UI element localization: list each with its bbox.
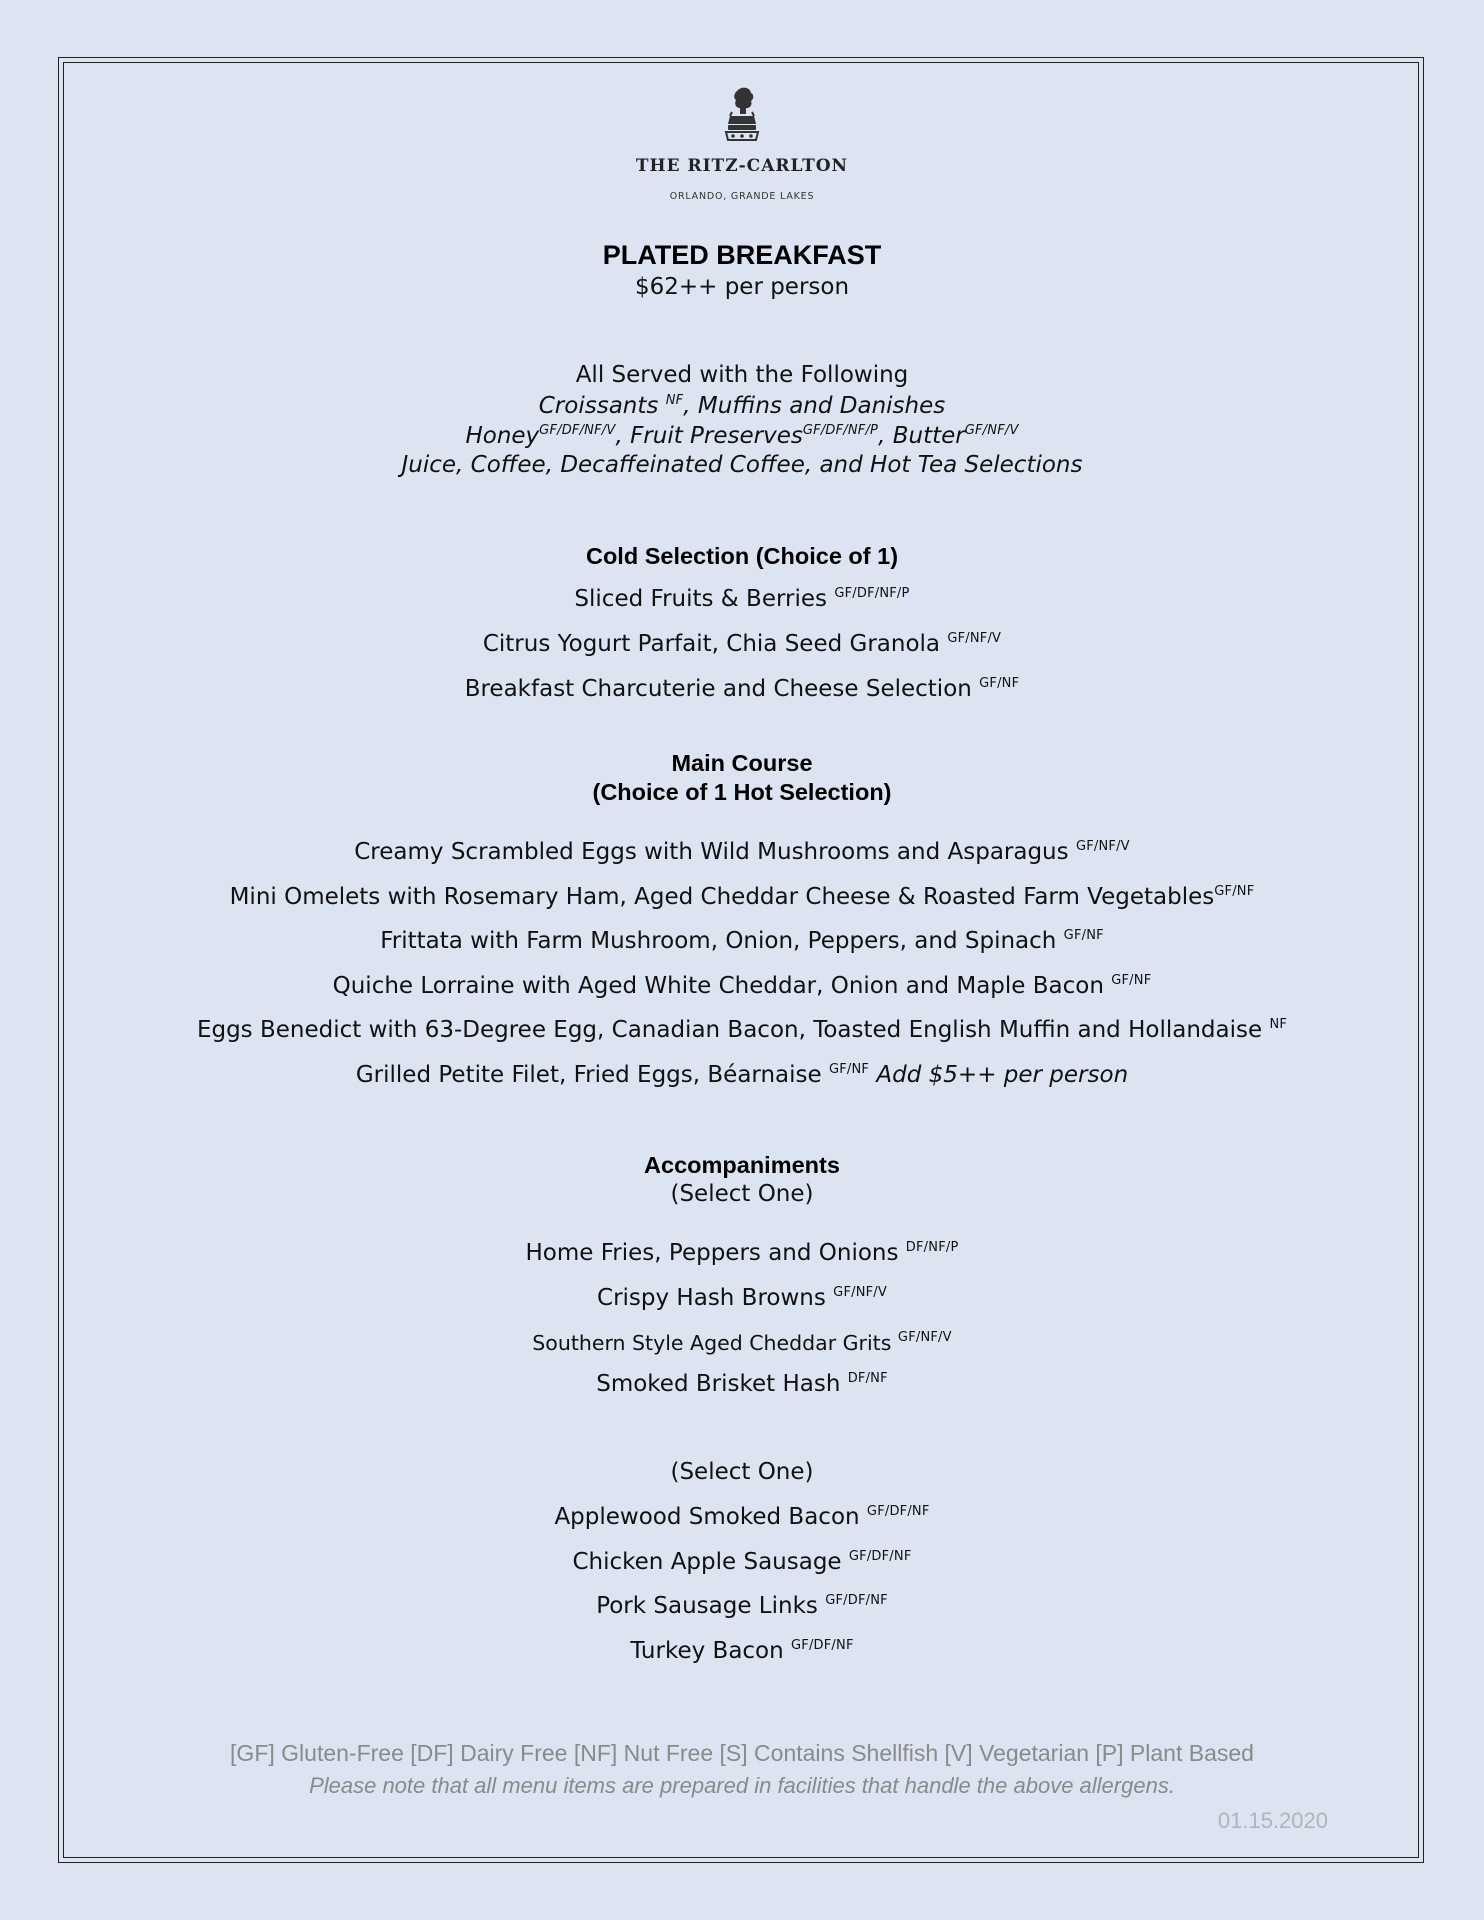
main-item: Creamy Scrambled Eggs with Wild Mushrooms and Asparagus $^{GF/NF/V}$ bbox=[354, 839, 1130, 865]
accompaniment-item: Pork Sausage Links $^{GF/DF/NF}$ bbox=[596, 1593, 888, 1619]
menu-border-inner bbox=[63, 62, 1419, 1858]
accompaniment-item: Chicken Apple Sausage $^{GF/DF/NF}$ bbox=[572, 1549, 912, 1575]
served-pastries: Croissants $^{NF}$, Muffins and Danishes bbox=[538, 393, 946, 419]
cold-item: Sliced Fruits & Berries $^{GF/DF/NF/P}$ bbox=[574, 586, 910, 612]
served-heading: All Served with the Following bbox=[575, 362, 909, 388]
allergen-legend: [GF] Gluten-Free [DF] Dairy Free [NF] Nut Free [S] Contains Shellfish [V] Vegetarian [P] Plant Based bbox=[230, 1740, 1254, 1766]
main-item: Frittata with Farm Mushroom, Onion, Peppers, and Spinach $^{GF/NF}$ bbox=[380, 928, 1104, 954]
menu-title: PLATED BREAKFAST bbox=[602, 240, 882, 270]
accompaniment-item: Southern Style Aged Cheddar Grits $^{GF/NF/V}$ bbox=[532, 1330, 952, 1355]
cold-heading: Cold Selection (Choice of 1) bbox=[585, 543, 899, 569]
main-item: Quiche Lorraine with Aged White Cheddar, Onion and Maple Bacon $^{GF/NF}$ bbox=[332, 973, 1152, 999]
main-item: Eggs Benedict with 63-Degree Egg, Canadian Bacon, Toasted English Muffin and Hollandaise $^{NF}$ bbox=[196, 1017, 1288, 1043]
select-one-label: (Select One) bbox=[670, 1181, 814, 1207]
cold-item: Citrus Yogurt Parfait, Chia Seed Granola $^{GF/NF/V}$ bbox=[482, 631, 1002, 657]
main-heading: Main Course bbox=[671, 750, 813, 776]
accompaniment-item: Turkey Bacon $^{GF/DF/NF}$ bbox=[630, 1638, 854, 1664]
cold-item: Breakfast Charcuterie and Cheese Selection $^{GF/NF}$ bbox=[464, 676, 1020, 702]
accompaniment-item: Crispy Hash Browns $^{GF/NF/V}$ bbox=[597, 1285, 887, 1311]
main-subheading: (Choice of 1 Hot Selection) bbox=[592, 779, 892, 805]
served-beverages: Juice, Coffee, Decaffeinated Coffee, and Hot Tea Selections bbox=[401, 452, 1083, 478]
served-condiments: Honey$^{GF/DF/NF/V}$, Fruit Preserves$^{GF/DF/NF/P}$, Butter$^{GF/NF/V}$ bbox=[465, 423, 1019, 449]
allergen-note: Please note that all menu items are prepared in facilities that handle the above allergens. bbox=[309, 1773, 1175, 1798]
brand-location: ORLANDO, GRANDE LAKES bbox=[669, 191, 815, 202]
menu-price: $62++ per person bbox=[634, 274, 850, 300]
lion-crown-logo-icon bbox=[716, 86, 768, 144]
select-one-label: (Select One) bbox=[670, 1459, 814, 1485]
brand-name: THE RITZ-CARLTON bbox=[635, 156, 849, 176]
menu-date: 01.15.2020 bbox=[1217, 1808, 1328, 1833]
accompaniments-heading: Accompaniments bbox=[644, 1152, 840, 1178]
main-item: Grilled Petite Filet, Fried Eggs, Béarnaise $^{GF/NF}$ Add $5++ per person bbox=[355, 1062, 1129, 1088]
accompaniment-item: Applewood Smoked Bacon $^{GF/DF/NF}$ bbox=[554, 1504, 930, 1530]
accompaniment-item: Smoked Brisket Hash $^{DF/NF}$ bbox=[596, 1371, 888, 1397]
main-item: Mini Omelets with Rosemary Ham, Aged Cheddar Cheese & Roasted Farm Vegetables$^{GF/NF}$ bbox=[229, 884, 1255, 910]
accompaniment-item: Home Fries, Peppers and Onions $^{DF/NF/P}$ bbox=[525, 1240, 959, 1266]
